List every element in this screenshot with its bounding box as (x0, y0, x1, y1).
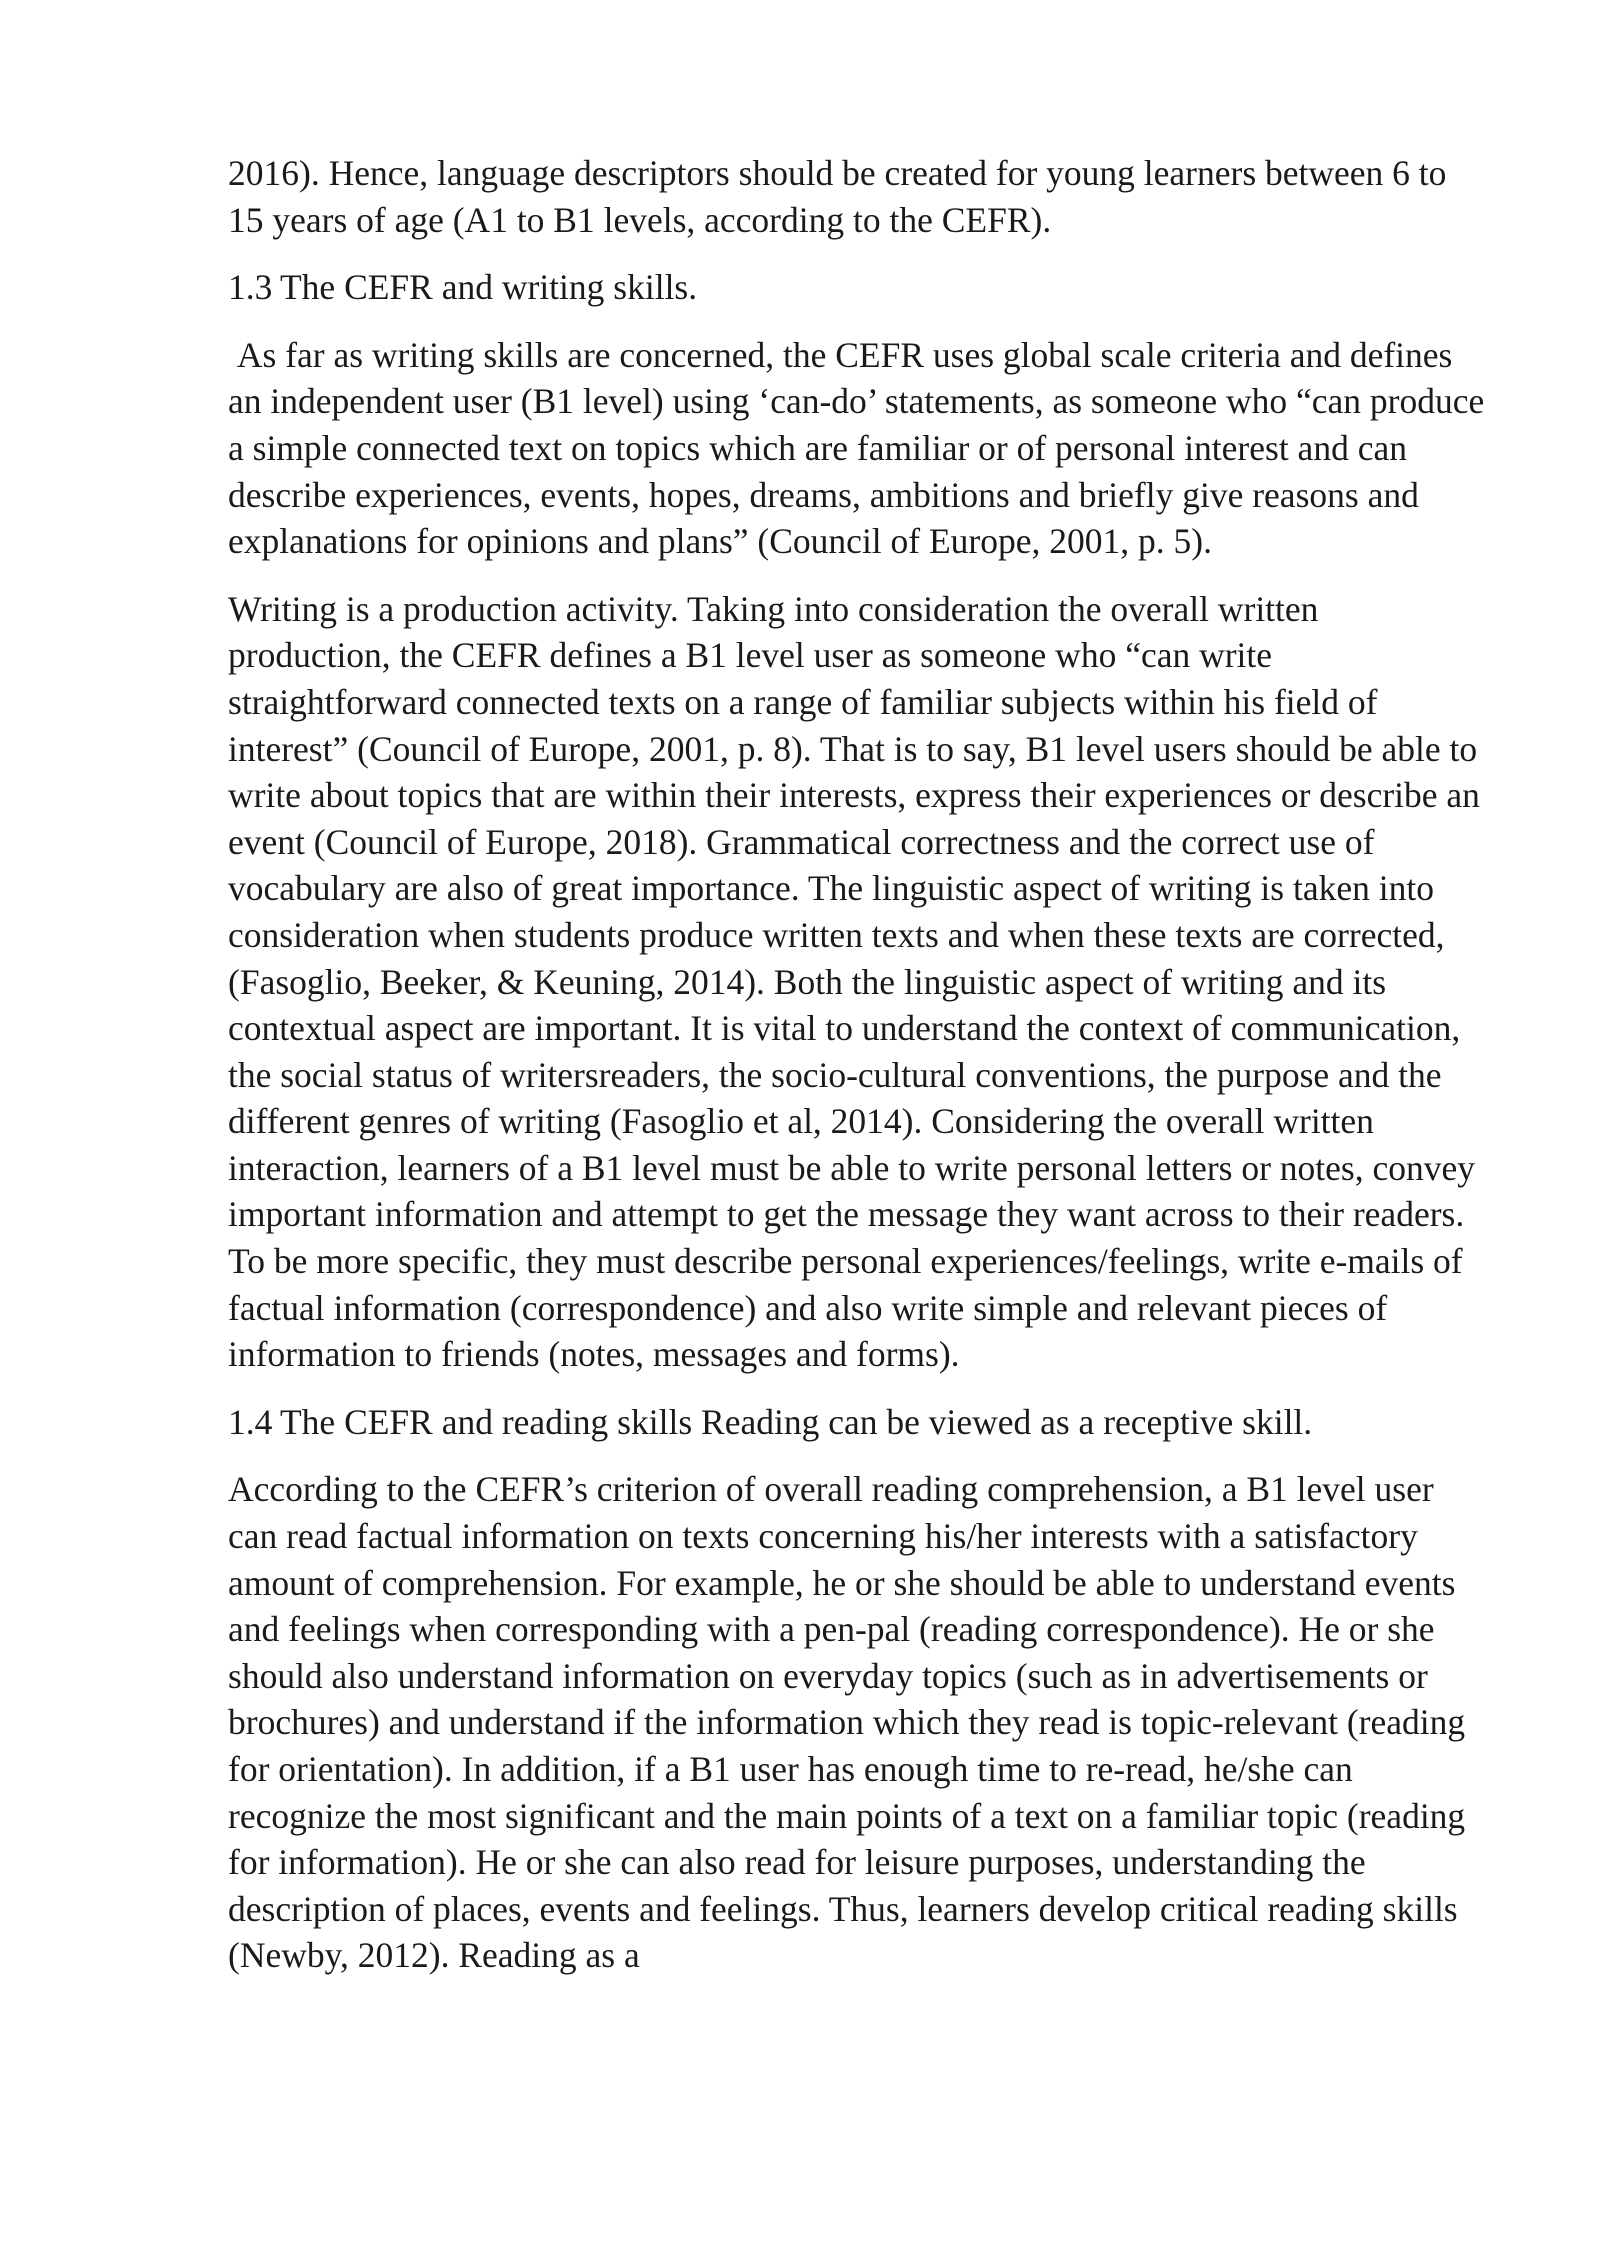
paragraph-intro: 2016). Hence, language descriptors should be created for young learners between 6 to 15 years of age (A1 to B1 levels, according to the CEFR). (228, 153, 1447, 240)
paragraph-writing-global-scale: As far as writing skills are concerned, the CEFR uses global scale criteria and defines an independent user (B1 level) using ‘can-do’ statements, as someone who “can produce a simple connected text on topics which are familiar or of personal interest and can describe experiences, events, hopes, dreams, ambitions and briefly give reasons and explanations for opinions and plans” (Council of Europe, 2001, p. 5). (228, 334, 1485, 562)
paragraph-reading-comprehension: According to the CEFR’s criterion of overall reading comprehension, a B1 level user can read factual information on texts concerning his/her interests with a satisfactory amount of comprehension. For example, he or she should be able to understand events and feelings when corresponding with a pen-pal (reading correspondence). He or she should also understand information on everyday topics (such as in advertisements or brochures) and understand if the information which they read is topic-relevant (reading for orientation). In addition, if a B1 user has enough time to re-read, he/she can recognize the most significant and the main points of a text on a familiar topic (reading for information). He or she can also read for leisure purposes, understanding the description of places, events and feelings. Thus, learners develop critical reading skills (Newby, 2012). Reading as a (228, 1469, 1466, 1976)
section-heading-1-4 (228, 1399, 1488, 1446)
document-page (228, 150, 1488, 2000)
section-title: The CEFR and writing skills. (280, 267, 698, 308)
section-title: The CEFR and reading skills Reading can be viewed as a receptive skill. (280, 1401, 1313, 1442)
section-number: 1.4 (228, 1401, 273, 1442)
section-heading-1-3 (228, 264, 1488, 311)
section-number: 1.3 (228, 267, 273, 308)
paragraph-writing-production: Writing is a production activity. Taking into consideration the overall written production, the CEFR defines a B1 level user as someone who “can write straightforward connected texts on a range of familiar subjects within his field of interest” (Council of Europe, 2001, p. 8). That is to say, B1 level users should be able to write about topics that are within their interests, express their experiences or describe an event (Council of Europe, 2018). Grammatical correctness and the correct use of vocabulary are also of great importance. The linguistic aspect of writing is taken into consideration when students produce written texts and when these texts are corrected, (Fasoglio, Beeker, & Keuning, 2014). Both the linguistic aspect of writing and its contextual aspect are important. It is vital to understand the context of communication, the social status of writersreaders, the socio-cultural conventions, the purpose and the different genres of writing (Fasoglio et al, 2014). Considering the overall written interaction, learners of a B1 level must be able to write personal letters or notes, convey important information and attempt to get the message they want across to their readers. To be more specific, they must describe personal experiences/feelings, write e-mails of factual information (correspondence) and also write simple and relevant pieces of information to friends (notes, messages and forms). (228, 588, 1480, 1375)
